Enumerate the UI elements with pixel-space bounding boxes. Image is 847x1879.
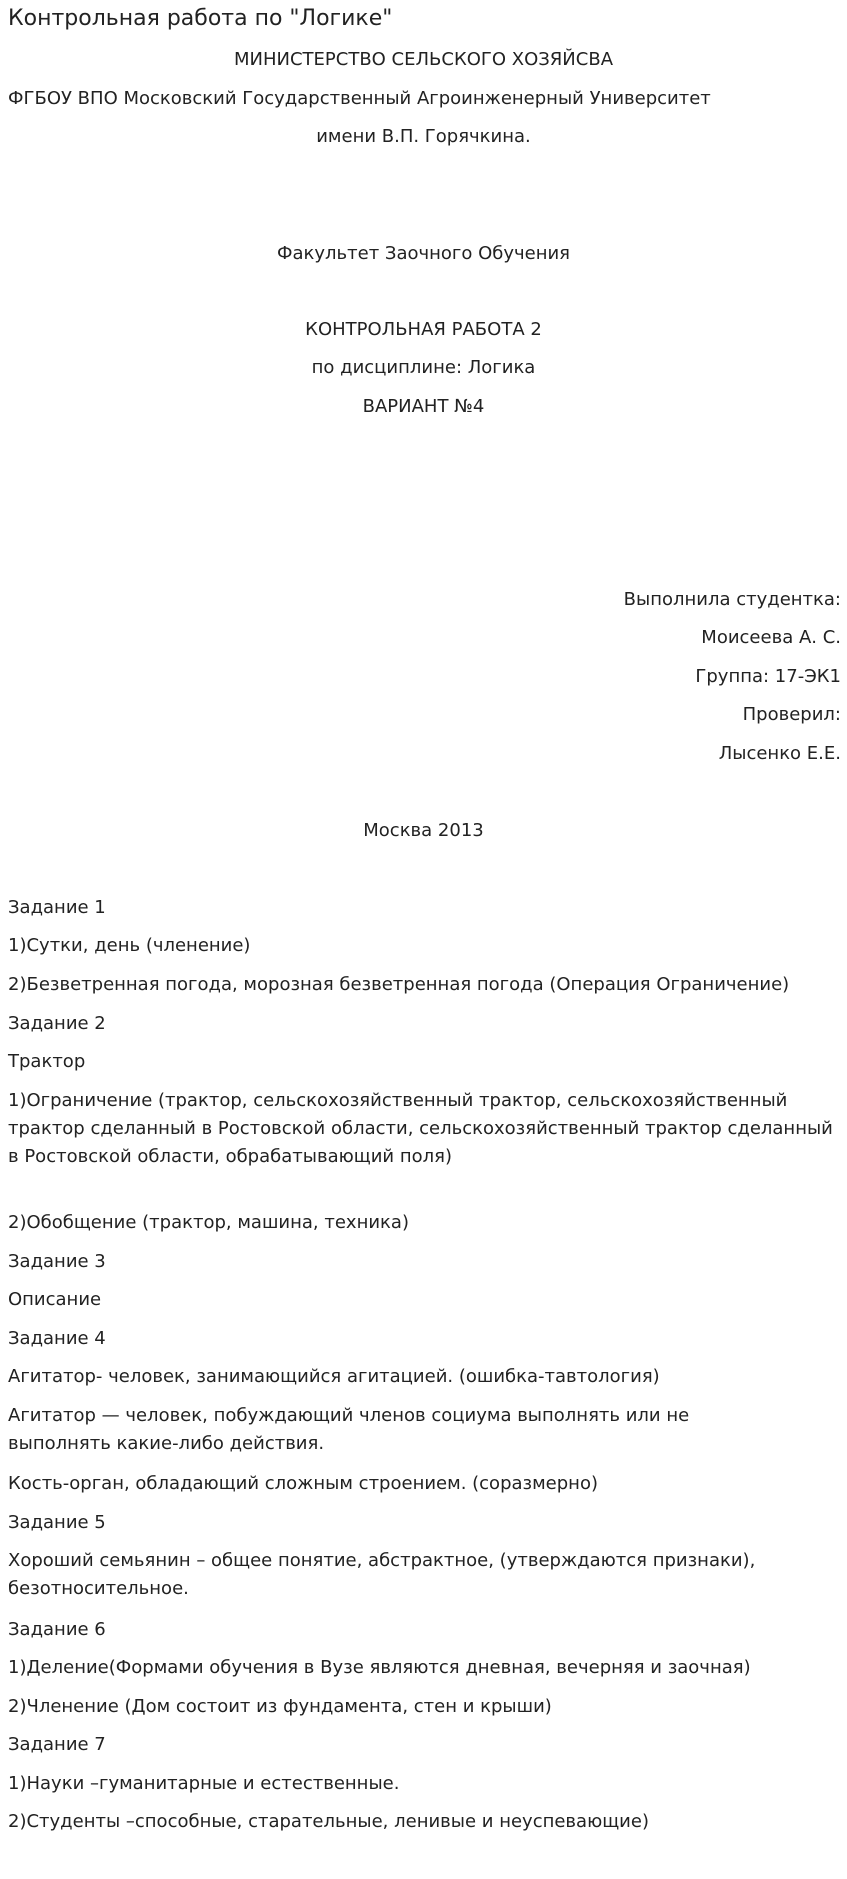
task3-answer: Описание (8, 1289, 102, 1310)
work-title: КОНТРОЛЬНАЯ РАБОТА 2 (305, 319, 542, 340)
task4-line1: Агитатор- человек, занимающийся агитацией. (ошибка-тавтология) (8, 1366, 660, 1387)
task4-line2: Агитатор — человек, побуждающий членов социума выполнять или не выполнять какие-либо действия. (8, 1405, 690, 1454)
document-title: Контрольная работа по "Логике" (8, 6, 393, 31)
task1-heading: Задание 1 (8, 897, 106, 918)
checker-name: Лысенко Е.Е. (718, 743, 841, 764)
city-year-line: Москва 2013 (363, 820, 484, 841)
ministry-line: МИНИСТЕРСТВО СЕЛЬСКОГО ХОЗЯЙСВА (233, 49, 614, 70)
faculty-line: Факультет Заочного Обучения (276, 243, 571, 264)
task7-line1: 1)Науки –гуманитарные и естественные. (8, 1773, 400, 1794)
task1-line1: 1)Сутки, день (членение) (8, 935, 251, 956)
university-line: ФГБОУ ВПО Московский Государственный Агроинженерный Университет (8, 88, 711, 109)
task2-item1: 1)Ограничение (трактор, сельскохозяйственный трактор, сельскохозяйственный трактор сделанный в Ростовской области, сельскохозяйственный трактор сделанный в Ростовской области, обрабатывающий поля) (8, 1090, 833, 1167)
task1-line2: 2)Безветренная погода, морозная безветренная погода (Операция Ограничение) (8, 974, 790, 995)
task4-heading: Задание 4 (8, 1328, 106, 1349)
performed-by-label: Выполнила студентка: (623, 589, 841, 610)
variant-line: ВАРИАНТ №4 (362, 396, 485, 417)
task5-answer: Хороший семьянин – общее понятие, абстрактное, (утверждаются признаки), безотносительное. (8, 1550, 756, 1599)
task6-heading: Задание 6 (8, 1619, 106, 1640)
task7-line2: 2)Студенты –способные, старательные, ленивые и неуспевающие) (8, 1811, 649, 1832)
task6-line1: 1)Деление(Формами обучения в Вузе являются дневная, вечерняя и заочная) (8, 1657, 751, 1678)
task2-subject: Трактор (8, 1051, 86, 1072)
task2-heading: Задание 2 (8, 1013, 106, 1034)
task7-heading: Задание 7 (8, 1734, 106, 1755)
group-line: Группа: 17-ЭК1 (695, 666, 841, 687)
student-name: Моисеева А. С. (701, 627, 841, 648)
checked-by-label: Проверил: (742, 704, 841, 725)
discipline-line: по дисциплине: Логика (311, 357, 536, 378)
task6-line2: 2)Членение (Дом состоит из фундамента, стен и крыши) (8, 1696, 552, 1717)
task2-item2: 2)Обобщение (трактор, машина, техника) (8, 1212, 409, 1233)
task4-line3: Кость-орган, обладающий сложным строением. (соразмерно) (8, 1473, 598, 1494)
task5-heading: Задание 5 (8, 1512, 106, 1533)
university-name-line: имени В.П. Горячкина. (316, 126, 531, 147)
task3-heading: Задание 3 (8, 1251, 106, 1272)
